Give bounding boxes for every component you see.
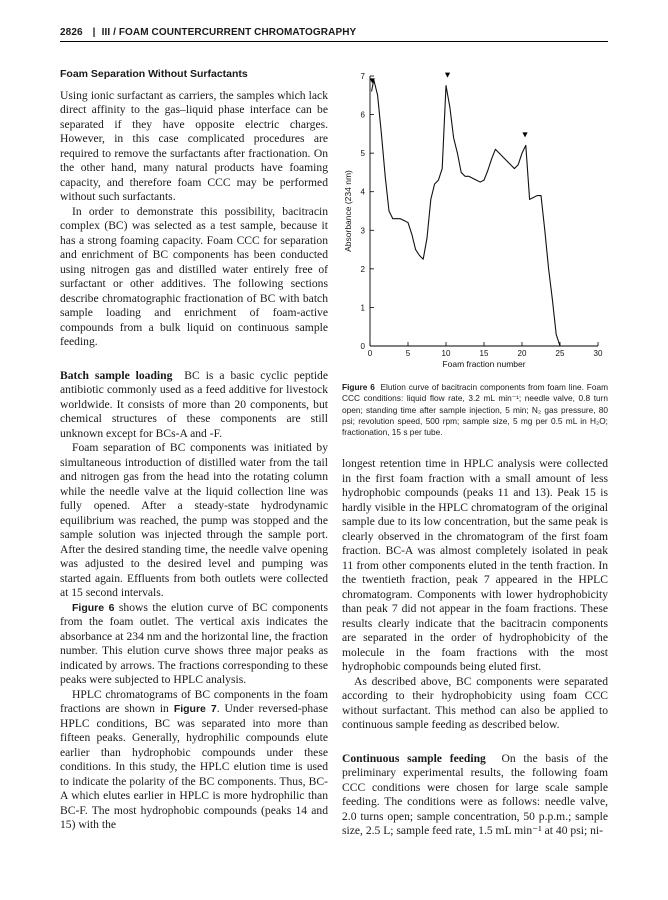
x-tick-label: 0 xyxy=(367,349,373,358)
y-tick-label: 1 xyxy=(360,303,365,313)
left-column xyxy=(60,67,328,833)
y-tick-label: 6 xyxy=(360,110,365,120)
y-tick-label: 5 xyxy=(360,149,365,159)
section-heading: Foam Separation Without Surfactants xyxy=(60,68,248,80)
x-tick-label: 10 xyxy=(441,349,451,358)
x-axis-label: Foam fraction number xyxy=(442,359,526,369)
paragraph: In order to demonstrate this possibility, bacitracin complex (BC) was selected as a test sample, because it has a strong foaming capacity. Foam CCC for separation and enrichment of BC components has been conducted using nitrogen gas and distilled water entirely free of surfactant or other additives. The following sections describe chromatographic fractionation of BC with batch sample loading and enrichment of foam-active compounds from a bulk liquid on continuous sample feeding. xyxy=(60,204,328,348)
y-tick-label: 3 xyxy=(360,226,365,236)
section-title: III / FOAM COUNTERCURRENT CHROMATOGRAPHY xyxy=(101,27,357,38)
paragraph: Using ionic surfactant as carriers, the samples which lack direct affinity to the gas–liquid phase interface can be separated if they have opposite electric charges. However, in this case complicated procedures are required to remove the surfactants after fractionation. On the other hand, many natural products have foaming capacity, and therefore foam CCC may be performed without such surfactants. xyxy=(60,88,328,203)
paragraph: longest retention time in HPLC analysis were collected in the first foam fraction with a small amount of less hydrophobic compounds (peaks 11 and 13). Peak 15 is hardly visible in the HPLC chromatogram of the original sample due to its low concentration, but the same peak is clearly observed in the chromatogram of the first foam fraction. BC-A was almost completely isolated in peak 11 from other components eluted in the tenth fraction. In the twentieth fraction, peak 7 appeared in the HPLC chromatogram. Components with lower hydrophobicity than peak 7 did not appear in the foam fractions. These results clearly indicate that the bacitracin components are separated in the order of hydrophobicity of the molecule in the foam fractions with the most hydrophobic compounds being eluted first. xyxy=(342,457,608,673)
x-tick-label: 15 xyxy=(479,349,489,358)
run-in-heading: Batch sample loading xyxy=(60,368,173,382)
y-axis-label: Absorbance (234 nm) xyxy=(343,170,353,252)
peak-arrow xyxy=(522,132,527,137)
x-tick-label: 5 xyxy=(405,349,411,358)
run-in-heading: Continuous sample feeding xyxy=(342,751,486,765)
paragraph: Foam separation of BC components was initiated by simultaneous introduction of distilled water from the tail and nitrogen gas from the head into the rotating column while the needle valve at the liquid collection line was fully opened. After a steady-state hydrodynamic equilibrium was reached, the pump was stopped and the sample solution was injected through the sample port. After the desired standing time, the needle valve opening was adjusted to the desired level and pumping was started again. Effluents from both outlets were collected at 15 second intervals. xyxy=(60,441,328,599)
elution-curve-line xyxy=(372,80,560,346)
figure-reference[interactable]: Figure 6 xyxy=(72,601,115,614)
elution-chart xyxy=(336,64,608,376)
paragraph: Continuous sample feeding On the basis of the preliminary experimental results, the following foam CCC conditions were chosen for large scale sample feeding. The conditions were as follows: needle valve, 2.0 turns open; sample concentration, 50 p.p.m.; sample size, 2.5 L; sample feed rate, 1.5 mL min⁻¹ at 40 psi; ni- xyxy=(342,751,609,837)
x-tick-label: 20 xyxy=(517,349,527,358)
right-column xyxy=(342,457,608,839)
figure-reference[interactable]: Figure 7 xyxy=(173,703,217,715)
figure-caption: Figure 6 Elution curve of bacitracin components from foam line. Foam CCC conditions: liquid flow rate, 3.2 mL min⁻¹; needle valve, 0.8 turn open; standing time after sample injection, 5 min; N₂ gas pressure, 80 psi; revolution speed, 500 rpm; sample size, 5 mg per 0.5 mL in H₂O; fractionation, 15 s per tube. xyxy=(342,382,608,438)
page-number: 2826 xyxy=(60,27,83,38)
y-tick-label: 0 xyxy=(360,342,365,351)
peak-arrow xyxy=(445,73,450,78)
y-tick-label: 4 xyxy=(360,187,365,197)
running-header: 2826 | III / FOAM COUNTERCURRENT CHROMATOGRAPHY xyxy=(60,27,357,38)
y-tick-label: 7 xyxy=(360,72,365,81)
paragraph: Batch sample loading BC is a basic cyclic peptide antibiotic commonly used as a feed additive for livestock worldwide. It consists of more than 20 components, but chemical structures of these components are still unknown except for BCs-A and -F. xyxy=(60,368,328,440)
paragraph: HPLC chromatograms of BC components in the foam fractions are shown in Figure 7. Under reversed-phase HPLC conditions, BC was separated into more than fifteen peaks. Generally, hydrophilic compounds elute earlier than hydrophobic compounds under these conditions. In this study, the HPLC elution time is used to indicate the polarity of the BC components. Thus, BC-A which elutes earlier in HPLC is more hydrophilic than BC-F. The most hydrophobic compounds (peaks 14 and 15) with the xyxy=(60,687,328,831)
y-tick-label: 2 xyxy=(360,264,365,274)
figure-label: Figure 6 xyxy=(342,382,375,392)
x-tick-label: 30 xyxy=(593,349,603,358)
x-tick-label: 25 xyxy=(555,349,565,358)
paragraph: Figure 6 shows the elution curve of BC components from the foam outlet. The vertical axis indicates the absorbance at 234 nm and the horizontal line, the fraction number. This elution curve shows three major peaks as indicated by arrows. The fractions corresponding to these peaks were subjected to HPLC analysis. xyxy=(60,600,328,686)
paragraph: As described above, BC components were separated according to their hydrophobicity using foam CCC without surfactant. This method can also be applied to continuous sample feeding as described below. xyxy=(342,674,608,731)
header-rule xyxy=(60,41,608,42)
